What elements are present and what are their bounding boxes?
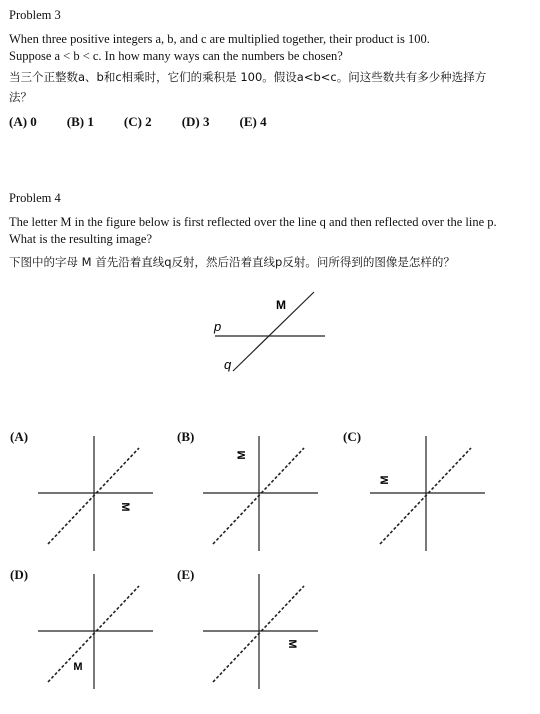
label-p: p (214, 319, 222, 334)
option-b-figure[interactable] (203, 436, 318, 551)
figure-letter-m: M (276, 298, 286, 312)
option-b-label[interactable]: (B) (177, 429, 195, 444)
option-c-label[interactable]: (C) (343, 429, 362, 444)
problem-3-line-1: When three positive integers a, b, and c are multiplied together, their product is 100. (9, 32, 430, 46)
option-d-label[interactable]: (D) (10, 567, 29, 582)
problem-3-chinese-line-1: 当三个正整数a、b和c相乘时，它们的乘积是 100。假设a<b<c。问这些数共有多少种选择方 (9, 70, 487, 84)
option-e-figure[interactable] (203, 574, 318, 689)
option-e-letter: M (286, 639, 298, 649)
problem-3-chinese-line-2: 法？ (9, 90, 32, 104)
choice-a[interactable]: (A) 0 (9, 114, 37, 129)
option-d-figure[interactable] (38, 574, 153, 689)
reflection-figure (200, 285, 330, 380)
option-a-letter: M (119, 502, 131, 512)
choice-b[interactable]: (B) 1 (66, 114, 94, 129)
problem-4-line-1: The letter M in the figure below is first reflected over the line q and then reflected over the line p. (9, 215, 497, 229)
option-c-figure[interactable] (370, 436, 485, 551)
problem-4-line-2: What is the resulting image? (9, 232, 153, 246)
option-c-letter: M (379, 475, 391, 485)
problem-3-choices (9, 114, 297, 130)
option-b-letter: M (236, 450, 248, 460)
problem-3-heading: Problem 3 (9, 8, 61, 22)
choice-e[interactable]: (E) 4 (239, 114, 267, 129)
option-e-label[interactable]: (E) (177, 567, 195, 582)
problem-4-chinese-line-1: 下图中的字母 M 首先沿着直线q反射，然后沿着直线p反射。问所得到的图像是怎样的？ (9, 255, 455, 269)
option-d-letter: M (73, 661, 83, 673)
problem-3-line-2: Suppose a < b < c. In how many ways can the numbers be chosen? (9, 49, 343, 63)
choice-c[interactable]: (C) 2 (123, 114, 152, 129)
option-a-figure[interactable] (38, 436, 153, 551)
label-q: q (224, 357, 232, 372)
option-a-label[interactable]: (A) (10, 429, 29, 444)
line-q (233, 292, 314, 371)
problem-4-heading: Problem 4 (9, 191, 61, 205)
choice-d[interactable]: (D) 3 (181, 114, 210, 129)
